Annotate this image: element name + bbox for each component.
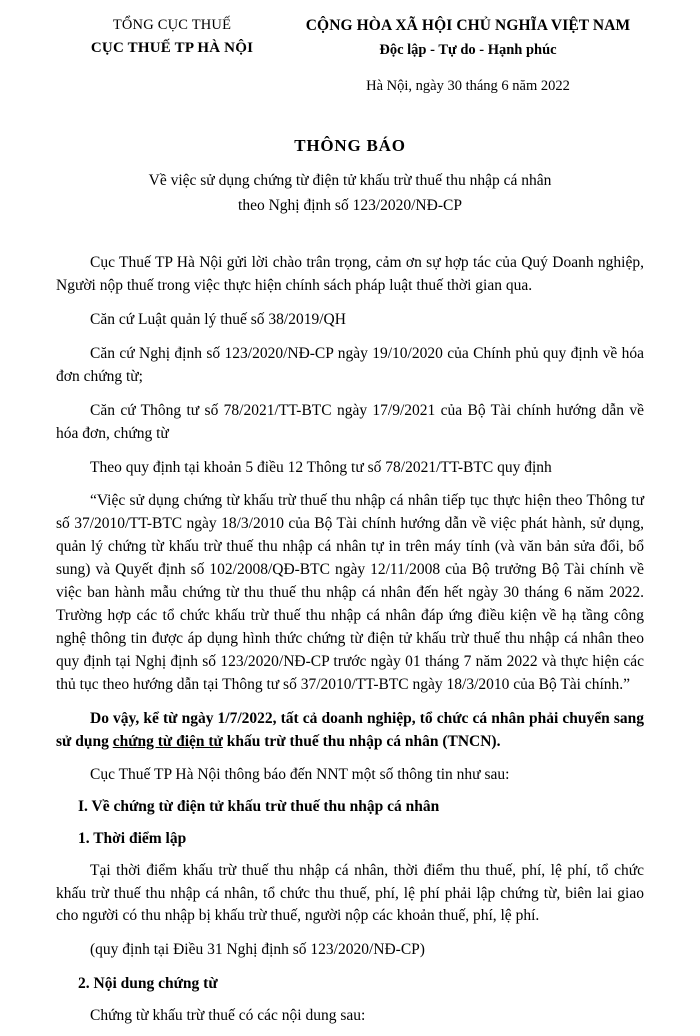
document-subtitle-line-2: theo Nghị định số 123/2020/NĐ-CP [238,196,462,214]
greeting-paragraph: Cục Thuế TP Hà Nội gửi lời chào trân trọng, cảm ơn sự hợp tác của Quý Doanh nghiệp, Người nộp thuế trong việc thực hiện chính sách pháp luật thuế thời gian qua. [56,253,644,294]
national-motto: Độc lập - Tự do - Hạnh phúc [379,42,557,59]
issue-date-line: Hà Nội, ngày 30 tháng 6 năm 2022 [366,78,570,94]
section-i-1-reference: (quy định tại Điều 31 Nghị định số 123/2020/NĐ-CP) [90,941,425,959]
section-heading-i-1: 1. Thời điểm lập [78,829,187,847]
document-subtitle-line-1: Về việc sử dụng chứng từ điện tử khấu trừ thuế thu nhập cá nhân [148,171,552,189]
section-i-2-body: Chứng từ khấu trừ thuế có các nội dung sau: [90,1007,366,1025]
legal-basis-2: Căn cứ Nghị định số 123/2020/NĐ-CP ngày 19/10/2020 của Chính phủ quy định về hóa đơn chứng từ; [56,344,644,385]
conclusion-text-part-2: khấu trừ thuế thu nhập cá nhân (TNCN). [222,732,501,750]
document-body [56,252,644,1028]
regulation-quotation: “Việc sử dụng chứng từ khấu trừ thuế thu nhập cá nhân tiếp tục thực hiện theo Thông tư số 37/2010/TT-BTC ngày 18/3/2010 của Bộ Tài chính hướng dẫn về việc phát hành, sử dụng, quản lý chứng từ khấu trừ thuế thu nhập cá nhân tự in trên máy tính (và văn bản sửa đổi, bổ sung) và Quyết định số 102/2008/QĐ-BTC ngày 12/11/2008 của Bộ trưởng Bộ Tài chính về việc ban hành mẫu chứng từ thu thuế thu nhập cá nhân đến hết ngày 30 tháng 6 năm 2022. Trường hợp các tổ chức khấu trừ thuế thu nhập cá nhân đáp ứng điều kiện về hạ tầng công nghệ thông tin được áp dụng hình thức chứng từ điện tử khấu trừ thuế thu nhập cá nhân theo quy định tại Nghị định số 123/2020/NĐ-CP trước ngày 01 tháng 7 năm 2022 và thực hiện các thủ tục theo hướng dẫn tại Thông tư số 37/2010/TT-BTC ngày 18/3/2010 của Bộ Tài chính.” [56,492,644,693]
national-heading-block [292,14,644,98]
legal-basis-1: Căn cứ Luật quản lý thuế số 38/2019/QH [90,310,346,328]
conclusion-underlined-term: chứng từ điện tử [112,732,223,750]
national-title: CỘNG HÒA XÃ HỘI CHỦ NGHĨA VIỆT NAM [305,17,631,34]
superior-authority-name: TỔNG CỤC THUẾ [112,17,232,33]
issuing-authority-name: CỤC THUẾ TP HÀ NỘI [90,39,254,56]
document-subtitle [56,168,644,218]
regulation-intro: Theo quy định tại khoản 5 điều 12 Thông tư số 78/2021/TT-BTC quy định [90,458,552,476]
letterhead [56,14,644,98]
section-heading-i-2: 2. Nội dung chứng từ [78,975,218,993]
section-heading-i: I. Về chứng từ điện tử khấu trừ thuế thu nhập cá nhân [78,797,440,815]
legal-basis-3: Căn cứ Thông tư số 78/2021/TT-BTC ngày 17/9/2021 của Bộ Tài chính hướng dẫn về hóa đơn, chứng từ [56,401,644,442]
document-title: THÔNG BÁO [294,135,406,155]
section-i-1-body: Tại thời điểm khấu trừ thuế thu nhập cá nhân, thời điểm thu thuế, phí, lệ phí, tổ chức khấu trừ thuế thu nhập cá nhân, tổ chức thu thuế, phí, lệ phí phải lập chứng từ, biên lai giao cho người có thu nhập bị khấu trừ thuế, người nộp các khoản thuế, phí, lệ phí. [56,861,644,925]
notice-intro: Cục Thuế TP Hà Nội thông báo đến NNT một số thông tin như sau: [90,765,510,783]
issuing-authority-block [56,14,288,60]
conclusion-text-part-1: Do vậy, kể từ ngày 1/7/2022, tất cả doanh nghiệp, tổ chức cá nhân phải chuyển sang sử dụng [56,709,644,750]
conclusion-paragraph [56,708,644,754]
title-block [56,136,644,218]
